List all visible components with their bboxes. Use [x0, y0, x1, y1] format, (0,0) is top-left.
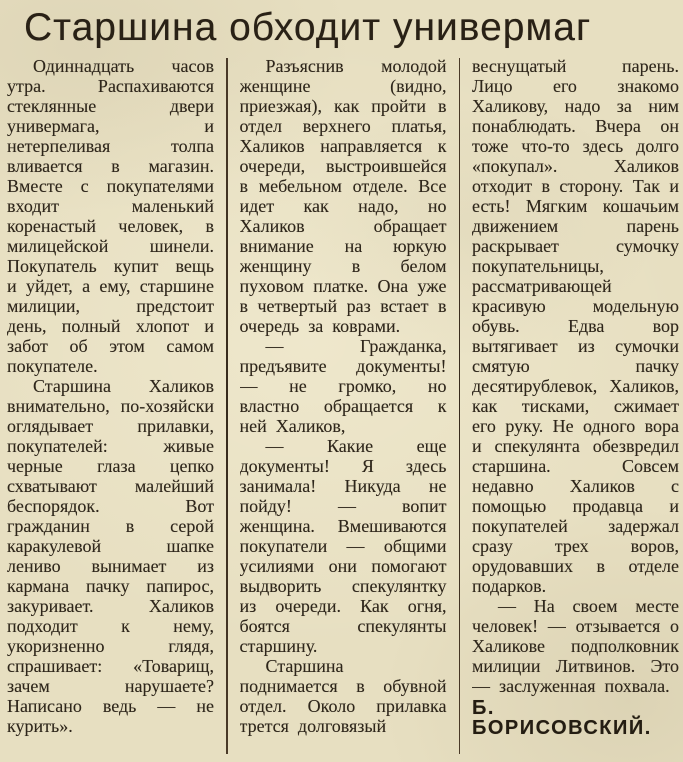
article-title: Старшина обходит универмаг — [24, 6, 592, 49]
paragraph: — Какие еще документы! Я здесь занимала! Никуда не пойду! — вопит женщина. Вмешиваются покупатели — общими усилиями они помогают выдворить спекулянтку из очереди. Как огня, боятся спекулянты старшину. — [239, 436, 447, 656]
column-2 — [240, 56, 447, 758]
paragraph: Одиннадцать часов утра. Распахиваются стеклянные двери универмага, и нетерпеливая толпа вливается в магазин. Вместе с покупателями входит маленький коренастый человек, в милицейской шинели. Покупатель купит вещь и уйдет, а ему, старшине милиции, предстоит день, полный хлопот и забот об этом самом покупателе. — [7, 56, 214, 376]
column-3 — [472, 56, 679, 758]
article-columns — [0, 56, 683, 758]
paragraph: Разъяснив молодой женщине (видно, приезжая), как пройти в отдел верхнего платья, Халиков направляется к очереди, выстроившейся в мебельном отделе. Все идет как надо, но Халиков обращает внимание на юркую женщину в белом пуховом платке. Она уже в четвертый раз встает в очередь за коврами. — [239, 56, 447, 336]
column-1 — [7, 56, 214, 758]
paragraph: — Гражданка, предъявите документы! — не громко, но властно обращается к ней Халиков, — [239, 336, 447, 436]
column-divider-left — [226, 58, 228, 754]
paragraph: Старшина поднимается в обувной отдел. Около прилавка трется долговязый — [239, 656, 447, 736]
byline: Б. БОРИСОВСКИЙ. — [472, 697, 652, 739]
paragraph: Старшина Халиков внимательно, по-хозяйски оглядывает прилавки, покупателей: живые черные глаза цепко схватывают малейший беспорядок. Вот гражданин в серой каракулевой шапке лениво вынимает из кармана пачку папирос, закуривает. Халиков подходит к нему, укоризненно глядя, спрашивает: «Товарищ, зачем нарушаете? Написано ведь — не курить». — [7, 376, 214, 736]
paragraph: — На своем месте человек! — отзывается о Халикове подполковник милиции Литвинов. Это— заслуженная похвала. — [472, 596, 679, 696]
paragraph: веснущатый парень. Лицо его знакомо Халикову, надо за ним понаблюдать. Вчера он тоже что-то здесь долго «покупал». Халиков отходит в сторону. Так и есть! Мягким кошачьим движением парень раскрывает сумочку покупательницы, рассматривающей красивую модельную обувь. Едва вор вытягивает из сумочки смятую пачку десятирублевок, Халиков, как тисками, сжимает его руку. Не одного вора и спекулянта обезвредил старшина. Совсем недавно Халиков с помощью продавца и покупателей задержал сразу трех воров, орудовавших в отделе подарков. — [472, 56, 679, 596]
column-divider-right — [459, 58, 461, 754]
